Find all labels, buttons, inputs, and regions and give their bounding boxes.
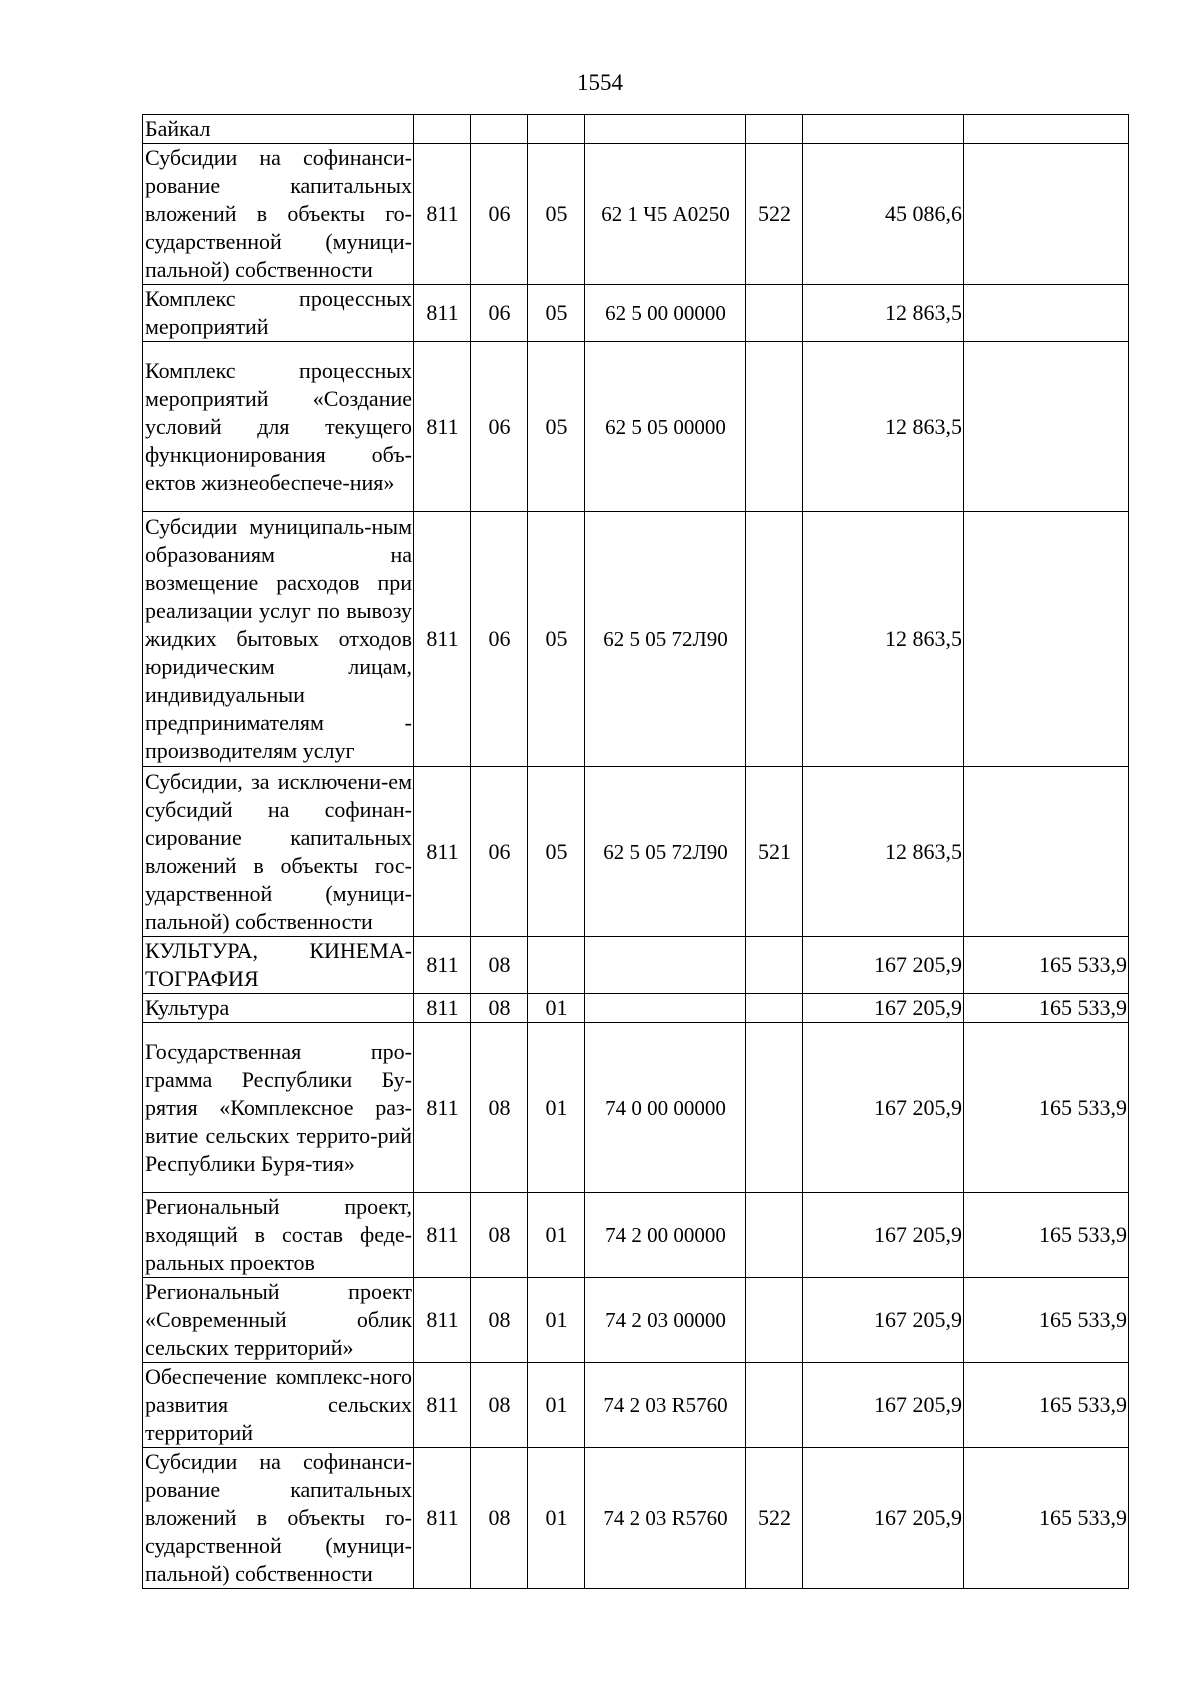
amount-year2-cell <box>964 512 1129 767</box>
amount-year1-cell: 167 205,9 <box>803 1278 964 1363</box>
section-code-cell: 06 <box>471 767 528 937</box>
item-name-cell: Субсидии, за исключени-ем субсидий на софинан-сирование капитальных вложений в объекты гос-ударственной (муници-пальной) собственности <box>143 767 414 937</box>
amount-year2-cell <box>964 144 1129 285</box>
amount-year1-cell: 167 205,9 <box>803 1023 964 1193</box>
chapter-code-cell: 811 <box>414 1193 471 1278</box>
subsection-code-cell: 01 <box>528 1448 585 1589</box>
table-row <box>143 285 1129 342</box>
amount-year2-cell: 165 533,9 <box>964 1363 1129 1448</box>
chapter-code-cell: 811 <box>414 512 471 767</box>
expense-type-code-cell: 521 <box>746 767 803 937</box>
chapter-code-cell: 811 <box>414 285 471 342</box>
target-item-code-cell: 62 5 05 00000 <box>585 342 746 512</box>
subsection-code-cell <box>528 937 585 994</box>
table-row <box>143 115 1129 144</box>
amount-year1-cell: 12 863,5 <box>803 342 964 512</box>
amount-year2-cell: 165 533,9 <box>964 1278 1129 1363</box>
section-code-cell: 08 <box>471 1363 528 1448</box>
target-item-code-cell: 74 2 03 R5760 <box>585 1363 746 1448</box>
table-body <box>143 115 1129 1589</box>
target-item-code-cell: 62 1 Ч5 А0250 <box>585 144 746 285</box>
item-name-cell: Культура <box>143 994 414 1023</box>
amount-year1-cell: 12 863,5 <box>803 285 964 342</box>
item-name-cell: Региональный проект, входящий в состав феде-ральных проектов <box>143 1193 414 1278</box>
item-name-cell: Комплекс процессных мероприятий «Создание условий для текущего функционирования объ-ектов жизнеобеспече-ния» <box>143 342 414 512</box>
expense-type-code-cell <box>746 342 803 512</box>
amount-year2-cell: 165 533,9 <box>964 1448 1129 1589</box>
amount-year2-cell <box>964 285 1129 342</box>
table-row <box>143 1448 1129 1589</box>
amount-year1-cell: 167 205,9 <box>803 1193 964 1278</box>
expense-type-code-cell <box>746 1193 803 1278</box>
chapter-code-cell: 811 <box>414 342 471 512</box>
target-item-code-cell <box>585 115 746 144</box>
table-row <box>143 937 1129 994</box>
section-code-cell: 06 <box>471 342 528 512</box>
expense-type-code-cell: 522 <box>746 144 803 285</box>
table-row <box>143 1023 1129 1193</box>
amount-year1-cell: 167 205,9 <box>803 1448 964 1589</box>
chapter-code-cell <box>414 115 471 144</box>
amount-year2-cell <box>964 115 1129 144</box>
item-name-cell: Государственная про-грамма Республики Бу-рятия «Комплексное раз-витие сельских террито-рий Республики Буря-тия» <box>143 1023 414 1193</box>
target-item-code-cell: 74 2 03 00000 <box>585 1278 746 1363</box>
item-name-cell: Субсидии на софинанси-рование капитальных вложений в объекты го-сударственной (муници-пальной) собственности <box>143 1448 414 1589</box>
section-code-cell: 08 <box>471 1278 528 1363</box>
amount-year1-cell: 167 205,9 <box>803 937 964 994</box>
chapter-code-cell: 811 <box>414 1448 471 1589</box>
expense-type-code-cell <box>746 512 803 767</box>
table-row <box>143 1363 1129 1448</box>
expense-type-code-cell <box>746 1023 803 1193</box>
table-row <box>143 767 1129 937</box>
table-row <box>143 994 1129 1023</box>
item-name-cell: КУЛЬТУРА, КИНЕМА-ТОГРАФИЯ <box>143 937 414 994</box>
amount-year1-cell: 167 205,9 <box>803 994 964 1023</box>
subsection-code-cell: 05 <box>528 342 585 512</box>
subsection-code-cell: 01 <box>528 994 585 1023</box>
target-item-code-cell: 62 5 05 72Л90 <box>585 512 746 767</box>
expense-type-code-cell <box>746 994 803 1023</box>
target-item-code-cell: 62 5 05 72Л90 <box>585 767 746 937</box>
amount-year1-cell: 12 863,5 <box>803 767 964 937</box>
chapter-code-cell: 811 <box>414 1363 471 1448</box>
section-code-cell: 06 <box>471 144 528 285</box>
expense-type-code-cell <box>746 1278 803 1363</box>
amount-year1-cell <box>803 115 964 144</box>
item-name-cell: Субсидии на софинанси-рование капитальных вложений в объекты го-сударственной (муници-пальной) собственности <box>143 144 414 285</box>
chapter-code-cell: 811 <box>414 767 471 937</box>
amount-year2-cell: 165 533,9 <box>964 1193 1129 1278</box>
item-name-cell: Байкал <box>143 115 414 144</box>
subsection-code-cell: 01 <box>528 1363 585 1448</box>
section-code-cell: 08 <box>471 994 528 1023</box>
section-code-cell: 08 <box>471 1023 528 1193</box>
expense-type-code-cell <box>746 1363 803 1448</box>
chapter-code-cell: 811 <box>414 937 471 994</box>
amount-year2-cell: 165 533,9 <box>964 994 1129 1023</box>
section-code-cell <box>471 115 528 144</box>
amount-year1-cell: 167 205,9 <box>803 1363 964 1448</box>
chapter-code-cell: 811 <box>414 144 471 285</box>
expense-type-code-cell <box>746 285 803 342</box>
subsection-code-cell: 05 <box>528 144 585 285</box>
subsection-code-cell: 01 <box>528 1023 585 1193</box>
item-name-cell: Комплекс процессных мероприятий <box>143 285 414 342</box>
table-row <box>143 144 1129 285</box>
budget-table <box>142 114 1129 1589</box>
chapter-code-cell: 811 <box>414 1023 471 1193</box>
section-code-cell: 08 <box>471 1448 528 1589</box>
target-item-code-cell: 62 5 00 00000 <box>585 285 746 342</box>
item-name-cell: Обеспечение комплекс-ного развития сельских территорий <box>143 1363 414 1448</box>
item-name-cell: Субсидии муниципаль-ным образованиям на возмещение расходов при реализации услуг по вывозу жидких бытовых отходов юридическим лицам, индивидуальныи предпринимателям - производителям услуг <box>143 512 414 767</box>
amount-year1-cell: 12 863,5 <box>803 512 964 767</box>
subsection-code-cell: 05 <box>528 285 585 342</box>
section-code-cell: 08 <box>471 937 528 994</box>
table-row <box>143 1193 1129 1278</box>
table-row <box>143 1278 1129 1363</box>
amount-year2-cell: 165 533,9 <box>964 937 1129 994</box>
section-code-cell: 08 <box>471 1193 528 1278</box>
target-item-code-cell: 74 2 03 R5760 <box>585 1448 746 1589</box>
target-item-code-cell <box>585 937 746 994</box>
target-item-code-cell: 74 0 00 00000 <box>585 1023 746 1193</box>
amount-year1-cell: 45 086,6 <box>803 144 964 285</box>
target-item-code-cell: 74 2 00 00000 <box>585 1193 746 1278</box>
subsection-code-cell: 05 <box>528 512 585 767</box>
subsection-code-cell: 01 <box>528 1193 585 1278</box>
page-number: 1554 <box>577 70 623 95</box>
amount-year2-cell: 165 533,9 <box>964 1023 1129 1193</box>
section-code-cell: 06 <box>471 285 528 342</box>
expense-type-code-cell <box>746 937 803 994</box>
target-item-code-cell <box>585 994 746 1023</box>
subsection-code-cell: 05 <box>528 767 585 937</box>
expense-type-code-cell: 522 <box>746 1448 803 1589</box>
subsection-code-cell <box>528 115 585 144</box>
table-row <box>143 512 1129 767</box>
chapter-code-cell: 811 <box>414 1278 471 1363</box>
table-row <box>143 342 1129 512</box>
subsection-code-cell: 01 <box>528 1278 585 1363</box>
amount-year2-cell <box>964 342 1129 512</box>
chapter-code-cell: 811 <box>414 994 471 1023</box>
amount-year2-cell <box>964 767 1129 937</box>
section-code-cell: 06 <box>471 512 528 767</box>
item-name-cell: Региональный проект «Современный облик сельских территорий» <box>143 1278 414 1363</box>
expense-type-code-cell <box>746 115 803 144</box>
